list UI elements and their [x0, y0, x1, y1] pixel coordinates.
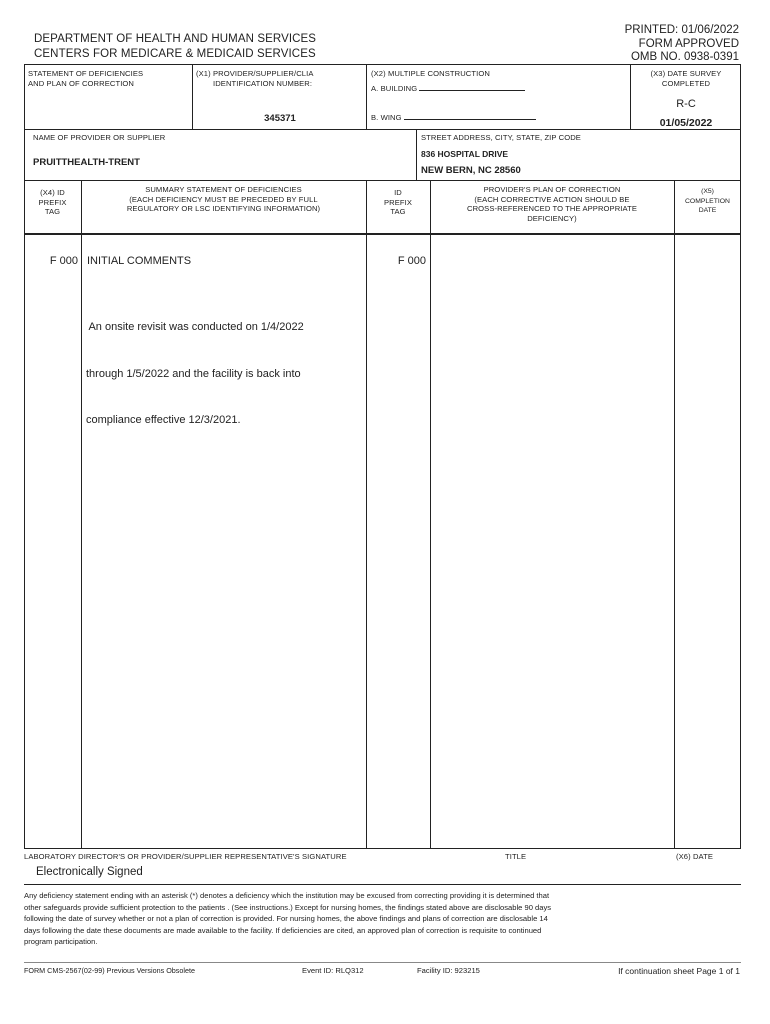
disclaimer-text: Any deficiency statement ending with an asterisk (*) denotes a deficiency which the institution may be excused from correcting providing it is determined that other safeguards provide sufficient protection to the patients . (See instructions.) Except for nursing homes, the findings stated above are disclosable 90 days following the date of survey whether or not a plan of correction is provided. For nursing homes, the above findings and plans of correction are disclosable 14 days following the date these documents are made available to the facility. If deficiencies are cited, an approved plan of correction is requisite to continued program participation. — [24, 891, 552, 946]
right-prefix-tag: F 000 — [397, 255, 426, 267]
summary-header: SUMMARY STATEMENT OF DEFICIENCIES (EACH DEFICIENCY MUST BE PRECEDED BY FULL REGULATORY OR LSC IDENTIFYING INFORMATION) — [126, 185, 321, 213]
continuation-page: If continuation sheet Page 1 of 1 — [618, 966, 740, 976]
provider-name: PRUITTHEALTH-TRENT — [33, 157, 140, 168]
left-prefix-tag: F 000 — [49, 255, 78, 267]
printed-date: PRINTED: 01/06/2022 — [624, 24, 739, 36]
entry-body: An onsite revisit was conducted on 1/4/2022 through 1/5/2022 and the facility is back into compliance effective 12/3/2021. — [86, 321, 304, 426]
centers-name: CENTERS FOR MEDICARE & MEDICAID SERVICES — [34, 48, 316, 60]
statement-label: STATEMENT OF DEFICIENCIES AND PLAN OF CORRECTION — [28, 69, 144, 88]
title-label: TITLE — [505, 852, 527, 861]
provider-name-label: NAME OF PROVIDER OR SUPPLIER — [33, 133, 166, 142]
plan-header: PROVIDER'S PLAN OF CORRECTION (EACH CORRECTIVE ACTION SHOULD BE CROSS-REFERENCED TO THE APPROPRIATE DEFICIENCY) — [466, 185, 638, 223]
x1-label: (X1) PROVIDER/SUPPLIER/CLIA IDENTIFICATION NUMBER: — [196, 69, 314, 88]
omb-number: OMB NO. 0938-0391 — [630, 51, 739, 63]
event-id: Event ID: RLQ312 — [302, 966, 364, 975]
wing-field: B. WING — [371, 113, 536, 123]
city-state-zip: NEW BERN, NC 28560 — [421, 165, 521, 176]
agency-header — [34, 32, 316, 62]
date-label: (X6) DATE — [676, 852, 714, 861]
signature-label: LABORATORY DIRECTOR'S OR PROVIDER/SUPPLIER REPRESENTATIVE'S SIGNATURE — [24, 852, 347, 861]
survey-date: 01/05/2022 — [659, 117, 713, 129]
facility-id: Facility ID: 923215 — [417, 966, 480, 975]
building-field: A. BUILDING — [371, 84, 525, 94]
x4-header: (X4) ID PREFIX TAG — [38, 188, 67, 216]
provider-id-number: 345371 — [264, 113, 296, 124]
address-label: STREET ADDRESS, CITY, STATE, ZIP CODE — [421, 133, 581, 142]
dept-name: DEPARTMENT OF HEALTH AND HUMAN SERVICES — [34, 33, 317, 45]
id-header: ID PREFIX TAG — [383, 188, 413, 216]
survey-code: R-C — [676, 98, 696, 110]
form-approved: FORM APPROVED — [638, 37, 739, 50]
form-info-header — [625, 24, 739, 65]
x2-label: (X2) MULTIPLE CONSTRUCTION — [371, 69, 490, 78]
form-number: FORM CMS-2567(02-99) Previous Versions Obsolete — [24, 966, 195, 975]
entry-heading: INITIAL COMMENTS — [87, 255, 192, 267]
signature-value: Electronically Signed — [36, 866, 143, 878]
street-address: 836 HOSPITAL DRIVE — [421, 149, 509, 159]
x3-label: (X3) DATE SURVEY COMPLETED — [650, 69, 722, 88]
x5-header: (X5) COMPLETION DATE — [685, 188, 730, 214]
